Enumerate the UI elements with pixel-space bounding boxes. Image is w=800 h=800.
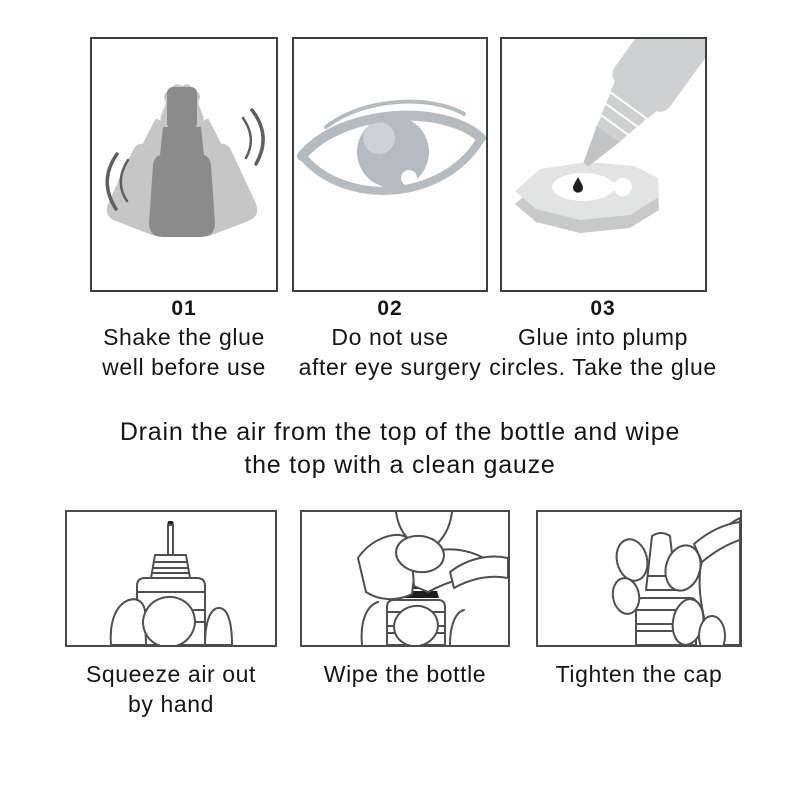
step-1-frame [90,37,278,292]
step-1-text-line2: well before use [102,354,266,380]
bottom-step-2-caption [285,659,525,689]
tighten-cap-icon [538,512,740,645]
bottom-step-2-text-line1: Wipe the bottle [323,661,487,687]
note-line2: the top with a clean gauze [244,451,556,479]
shake-bottle-icon [92,39,276,290]
step-2-caption [275,296,505,382]
bottom-step-3-frame [536,510,742,647]
step-1-caption [69,296,299,382]
wipe-bottle-icon [302,512,508,645]
bottom-step-3-caption [519,659,759,689]
step-3-text-line2: circles. Take the glue [489,354,717,380]
step-2-text-line2: after eye surgery [298,354,482,380]
step-1-text-line1: Shake the glue [103,324,265,350]
step-2-text-line1: Do not use [331,324,449,350]
bottom-step-3-text-line1: Tighten the cap [555,661,723,687]
step-2-frame [292,37,488,292]
step-3-frame [500,37,707,292]
step-3-number: 03 [590,297,616,320]
bottom-step-1-frame [65,510,277,647]
note-line1: Drain the air from the top of the bottle and wipe [119,418,681,446]
eye-icon [294,39,486,290]
step-3-text-line1: Glue into plump [517,324,689,350]
squeeze-bottle-icon [67,512,275,645]
bottom-step-1-caption [51,659,291,719]
bottom-step-1-text-line2: by hand [127,691,215,717]
drain-air-note [0,416,800,482]
step-3-caption [485,296,721,382]
step-2-number: 02 [377,297,403,320]
bottom-step-2-frame [300,510,510,647]
step-1-number: 01 [171,297,197,320]
glue-drop-on-stone-icon [502,39,705,290]
bottom-step-1-text-line1: Squeeze air out [85,661,257,687]
